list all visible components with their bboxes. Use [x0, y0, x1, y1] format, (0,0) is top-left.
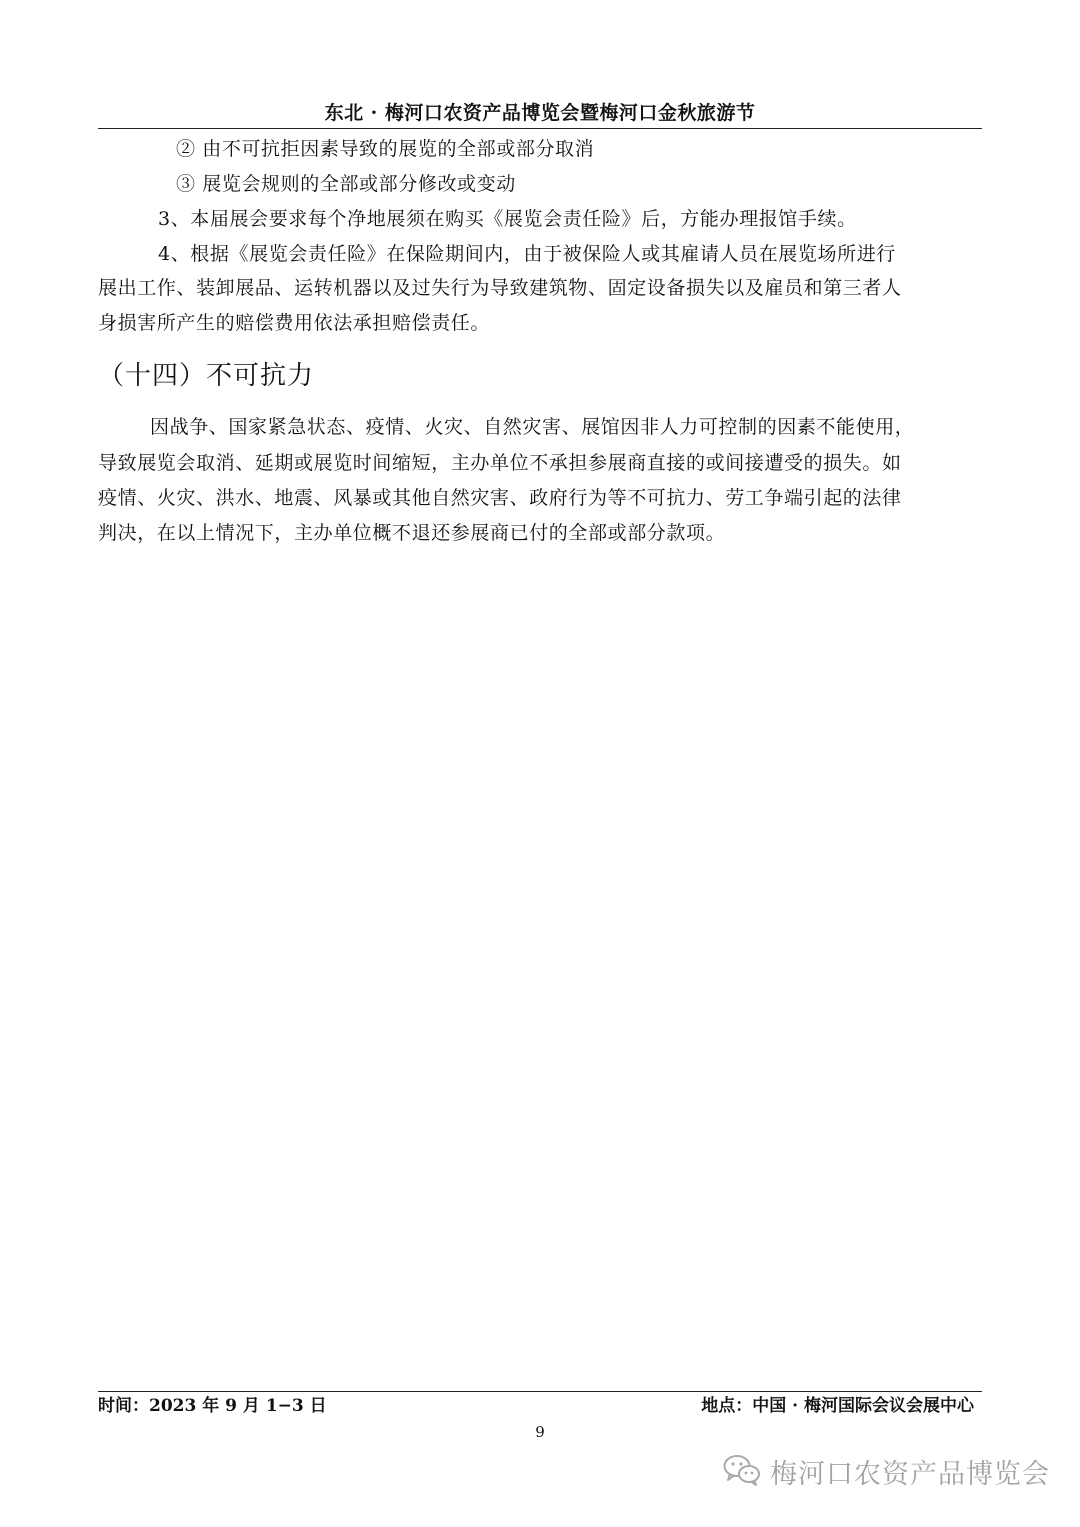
- section-heading: （十四）不可抗力: [98, 361, 315, 391]
- paragraph-line: 4、根据《展览会责任险》在保险期间内，由于被保险人或其雇请人员在展览场所进行: [158, 243, 896, 265]
- watermark: [722, 1452, 1050, 1491]
- header-title: 东北 · 梅河口农资产品博览会暨梅河口金秋旅游节: [324, 102, 756, 124]
- list-item: ② 由不可抗拒因素导致的展览的全部或部分取消: [176, 138, 595, 160]
- footer-time: 时间：2023 年 9 月 1−3 日: [98, 1396, 327, 1416]
- watermark-text: 梅河口农资产品博览会: [770, 1459, 1050, 1490]
- paragraph-line: 导致展览会取消、延期或展览时间缩短，主办单位不承担参展商直接的或间接遭受的损失。如: [98, 452, 902, 474]
- paragraph-line: 3、本届展会要求每个净地展须在购买《展览会责任险》后，方能办理报馆手续。: [158, 208, 857, 230]
- page-number: 9: [535, 1423, 545, 1441]
- paragraph-line: 身损害所产生的赔偿费用依法承担赔偿责任。: [98, 312, 491, 334]
- paragraph-line: 疫情、火灾、洪水、地震、风暴或其他自然灾害、政府行为等不可抗力、劳工争端引起的法律: [98, 487, 902, 509]
- footer-location: 地点：中国 · 梅河国际会议会展中心: [701, 1396, 974, 1416]
- paragraph-line: 判决，在以上情况下，主办单位概不退还参展商已付的全部或部分款项。: [98, 522, 726, 544]
- list-item: ③ 展览会规则的全部或部分修改或变动: [176, 173, 516, 195]
- footer-divider: [98, 1391, 982, 1392]
- header-divider: [98, 128, 982, 129]
- paragraph-line: 展出工作、装卸展品、运转机器以及过失行为导致建筑物、固定设备损失以及雇员和第三者人: [98, 277, 902, 299]
- wechat-icon: [722, 1453, 762, 1491]
- paragraph-line: 因战争、国家紧急状态、疫情、火灾、自然灾害、展馆因非人力可控制的因素不能使用，: [150, 416, 915, 438]
